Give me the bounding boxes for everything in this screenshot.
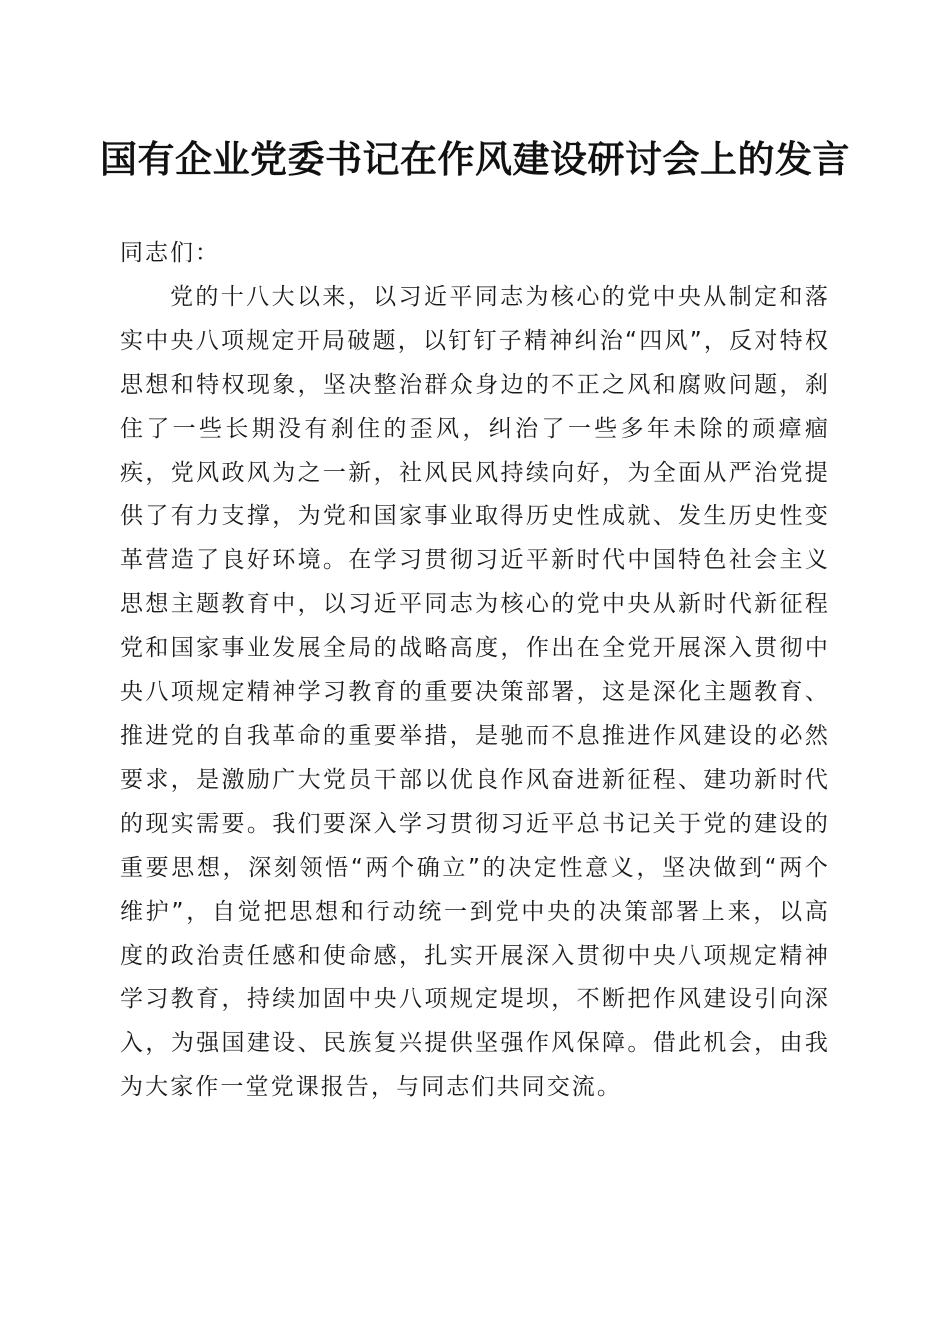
body-paragraph: 党的十八大以来，以习近平同志为核心的党中央从制定和落实中央八项规定开局破题，以钉钉子精神纠治“四风”，反对特权思想和特权现象，坚决整治群众身边的不正之风和腐败问题，刹住了一些长期没有刹住的歪风，纠治了一些多年未除的顽瘴痼疾，党风政风为之一新，社风民风持续向好，为全面从严治党提供了有力支撑，为党和国家事业取得历史性成就、发生历史性变革营造了良好环境。在学习贯彻习近平新时代中国特色社会主义思想主题教育中，以习近平同志为核心的党中央从新时代新征程党和国家事业发展全局的战略高度，作出在全党开展深入贯彻中央八项规定精神学习教育的重要决策部署，这是深化主题教育、推进党的自我革命的重要举措，是驰而不息推进作风建设的必然要求，是激励广大党员干部以优良作风奋进新征程、建功新时代的现实需要。我们要深入学习贯彻习近平总书记关于党的建设的重要思想，深刻领悟“两个确立”的决定性意义，坚决做到“两个维护”，自觉把思想和行动统一到党中央的决策部署上来，以高度的政治责任感和使命感，扎实开展深入贯彻中央八项规定精神学习教育，持续加固中央八项规定堤坝，不断把作风建设引向深入，为强国建设、民族复兴提供坚强作风保障。借此机会，由我为大家作一堂党课报告，与同志们共同交流。 [120, 283, 830, 1101]
document-title: 国有企业党委书记在作风建设研讨会上的发言 [100, 137, 850, 181]
salutation: 同志们： [120, 240, 220, 266]
document-body [120, 232, 830, 1110]
